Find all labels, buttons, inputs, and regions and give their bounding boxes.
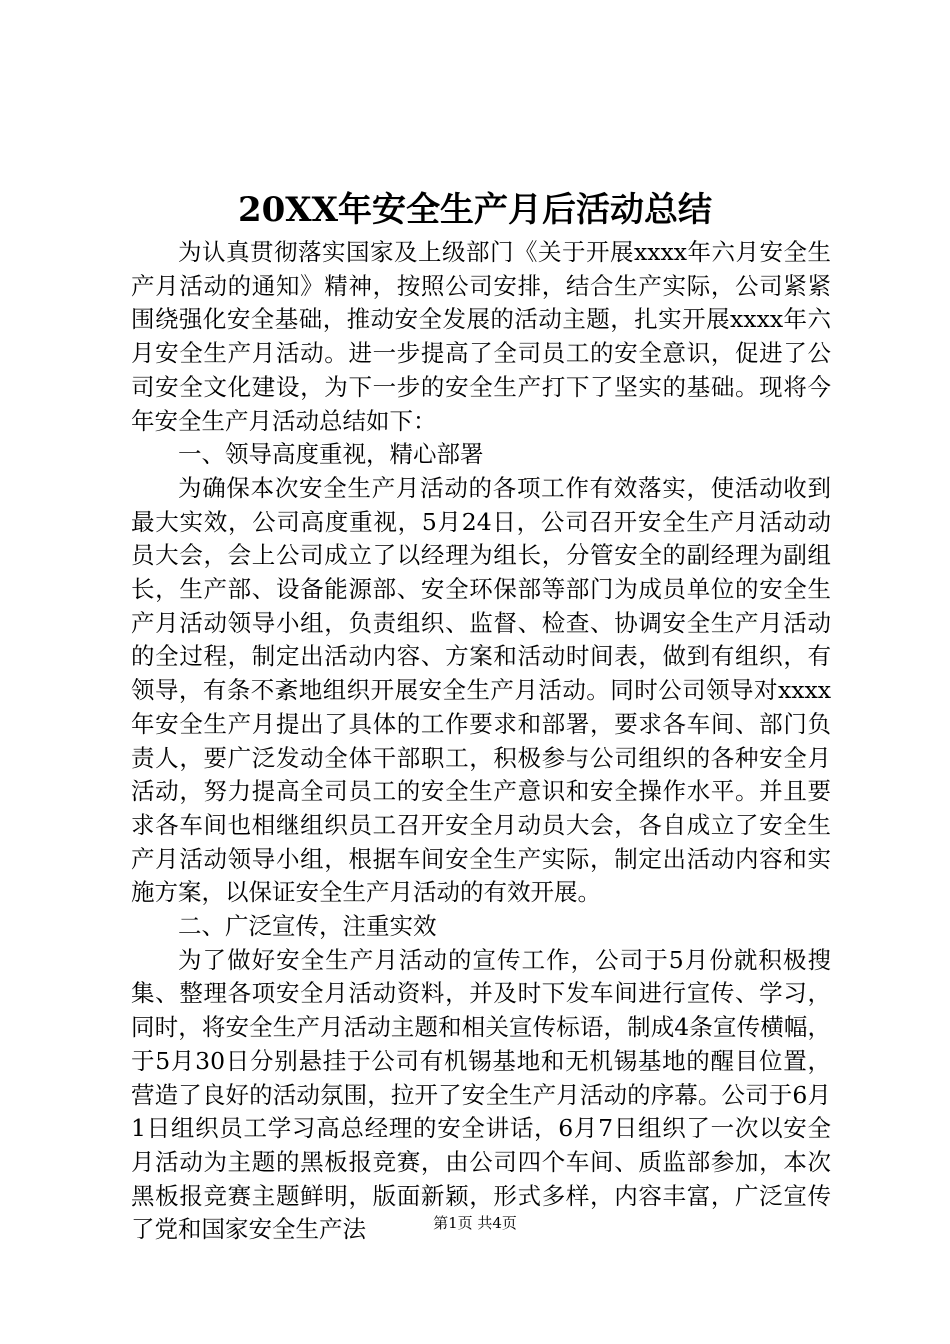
section-2-paragraph: 为了做好安全生产月活动的宣传工作，公司于5月份就积极搜集、整理各项安全月活动资料，并及时下发车间进行宣传、学习，同时，将安全生产月活动主题和相关宣传标语，制成4条宣传横幅，于5月30日分别悬挂于公司有机锡基地和无机锡基地的醒目位置，营造了良好的活动氛围，拉开了安全生产月活动的序幕。公司于6月1日组织员工学习高总经理的安全讲话，6月7日组织了一次以安全月活动为主题的黑板报竞赛，由公司四个车间、质监部参加，本次黑板报竞赛主题鲜明，版面新颖，形式多样，内容丰富，广泛宣传了党和国家安全生产法 bbox=[131, 945, 831, 1244]
document-title: 20XX年安全生产月后活动总结 bbox=[237, 190, 713, 230]
section-1-paragraph: 为确保本次安全生产月活动的各项工作有效落实，使活动收到最大实效，公司高度重视，5月24日，公司召开安全生产月活动动员大会，会上公司成立了以经理为组长，分管安全的副经理为副组长，生产部、设备能源部、安全环保部等部门为成员单位的安全生产月活动领导小组，负责组织、监督、检查、协调安全生产月活动的全过程，制定出活动内容、方案和活动时间表，做到有组织，有领导，有条不紊地组织开展安全生产月活动。同时公司领导对xxxx年安全生产月提出了具体的工作要求和部署，要求各车间、部门负责人，要广泛发动全体干部职工，积极参与公司组织的各种安全月活动，努力提高全司员工的安全生产意识和安全操作水平。并且要求各车间也相继组织员工召开安全月动员大会，各自成立了安全生产月活动领导小组，根据车间安全生产实际，制定出活动内容和实施方案，以保证安全生产月活动的有效开展。 bbox=[131, 473, 831, 907]
section-heading-1: 一、领导高度重视，精心部署 bbox=[178, 440, 484, 469]
document-body bbox=[131, 236, 831, 1247]
page-footer: 第1页 共4页 bbox=[433, 1214, 517, 1232]
section-heading-2: 二、广泛宣传，注重实效 bbox=[178, 912, 437, 941]
intro-paragraph: 为认真贯彻落实国家及上级部门《关于开展xxxx年六月安全生产月活动的通知》精神，按照公司安排，结合生产实际，公司紧紧围绕强化安全基础，推动安全发展的活动主题，扎实开展xxxx年六月安全生产月活动。进一步提高了全司员工的安全意识，促进了公司安全文化建设，为下一步的安全生产打下了坚实的基础。现将今年安全生产月活动总结如下： bbox=[131, 238, 831, 435]
